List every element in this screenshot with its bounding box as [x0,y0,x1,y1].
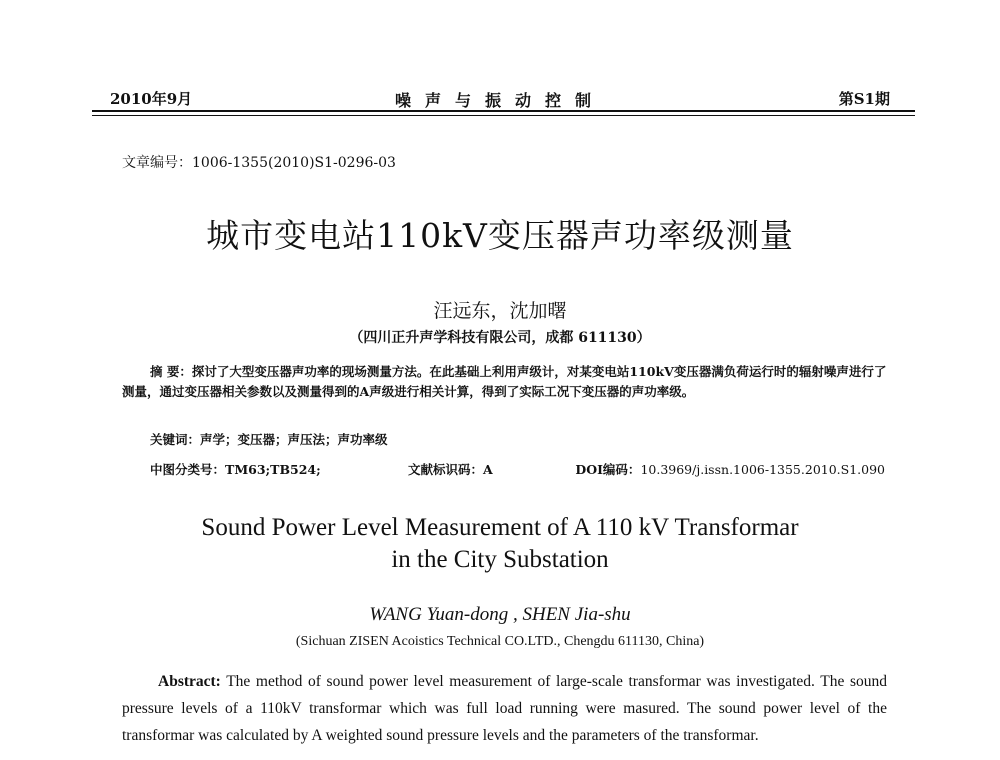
classification-line [150,460,885,480]
keywords-label: 关键词： [150,432,201,447]
affiliation-chinese: （四川正升声学科技有限公司，成都 611130） [349,330,651,346]
title-english-line-1: Sound Power Level Measurement of A 110 kV Transformar [201,514,799,541]
doi-label: DOI编码： [575,462,641,477]
header-issue: 第S1期 [838,90,890,108]
clc-label: 中图分类号： [150,462,226,477]
header-journal-name: 噪声与振动控制 [394,91,605,110]
abstract-english-label: Abstract: [158,673,221,690]
abstract-chinese-text: 探讨了大型变压器声功率的现场测量方法。在此基础上利用声级计，对某变电站110kV变压器满负荷运行时的辐射噪声进行了测量，通过变压器相关参数以及测量得到的A声级进行相关计算，得到了实际工况下变压器的声功率级。 [122,364,887,399]
title-english [0,512,1000,576]
title-english-line-2: in the City Substation [391,546,609,573]
header-rule-thick [92,110,915,112]
keywords-text: 声学；变压器；声压法；声功率级 [200,432,388,447]
authors-chinese: 汪远东，沈加曙 [433,300,567,322]
affiliation-english: (Sichuan ZISEN Acoistics Technical CO.LTD., Chengdu 611130, China) [295,634,705,649]
abstract-english [122,668,887,749]
doi [575,460,885,478]
article-number: 文章编号：1006-1355(2010)S1-0296-03 [122,155,396,171]
clc-code [150,460,321,478]
doi-value: 10.3969/j.issn.1006-1355.2010.S1.090 [640,462,885,477]
document-code-label: 文献标识码： [408,462,484,477]
header-rule-thin [92,115,915,116]
abstract-chinese [122,362,887,402]
header-date: 2010年9月 [110,90,193,108]
document-code-value: A [483,462,493,477]
document-code [408,460,493,478]
title-chinese: 城市变电站110kV变压器声功率级测量 [206,216,794,255]
abstract-chinese-label: 摘 要： [150,364,192,379]
keywords-chinese [150,430,388,448]
abstract-english-text: The method of sound power level measurement of large-scale transformar was investigated. The sound pressure levels of a 110kV transformar which was full load running were masured. The sound power level of the transformar was calculated by A weighted sound pressure levels and the parameters of the transformar. [122,673,887,744]
authors-english: WANG Yuan-dong , SHEN Jia-shu [369,604,631,625]
clc-value: TM63;TB524; [225,462,321,477]
